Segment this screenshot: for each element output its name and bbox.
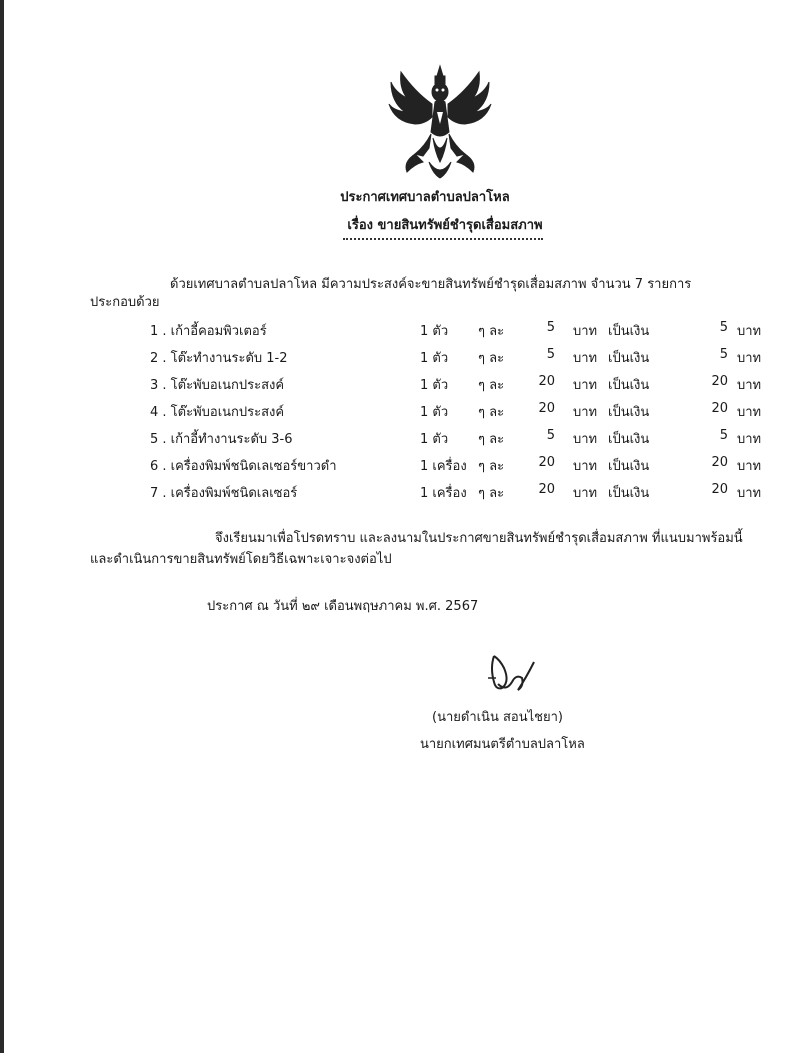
item-currency: บาท (573, 459, 598, 474)
item-each-label: ๆ ละ (478, 324, 505, 339)
item-total-currency: บาท (737, 324, 762, 339)
handwritten-signature (482, 648, 537, 696)
item-total: 20 (711, 482, 728, 497)
item-name: 4 . โต๊ะพับอเนกประสงค์ (150, 405, 285, 420)
item-total-label: เป็นเงิน (608, 378, 650, 393)
item-each-label: ๆ ละ (478, 459, 505, 474)
item-quantity: 1 ตัว (420, 378, 449, 393)
document-subject: เรื่อง ขายสินทรัพย์ชำรุดเสื่อมสภาพ (347, 218, 543, 233)
item-each-label: ๆ ละ (478, 432, 505, 447)
item-unit-price: 20 (538, 401, 555, 416)
closing-line-1: จึงเรียนมาเพื่อโปรดทราบ และลงนามในประกาศขายสินทรัพย์ชำรุดเสื่อมสภาพ ที่แนบมาพร้อมนี้ (215, 531, 743, 546)
item-name: 5 . เก้าอี้ทำงานระดับ 3-6 (150, 432, 293, 447)
item-total-label: เป็นเงิน (608, 405, 650, 420)
intro-line-2: ประกอบด้วย (90, 295, 160, 310)
item-total-label: เป็นเงิน (608, 459, 650, 474)
garuda-emblem-icon (385, 62, 495, 180)
item-total-label: เป็นเงิน (608, 324, 650, 339)
item-currency: บาท (573, 351, 598, 366)
item-total-label: เป็นเงิน (608, 486, 650, 501)
document-title: ประกาศเทศบาลตำบลปลาโหล (340, 190, 510, 205)
item-each-label: ๆ ละ (478, 405, 505, 420)
item-each-label: ๆ ละ (478, 351, 505, 366)
dotted-divider (343, 238, 543, 240)
item-unit-price: 5 (546, 320, 555, 335)
item-total-currency: บาท (737, 351, 762, 366)
item-unit-price: 20 (538, 374, 555, 389)
item-total-currency: บาท (737, 405, 762, 420)
item-quantity: 1 ตัว (420, 351, 449, 366)
item-quantity: 1 ตัว (420, 324, 449, 339)
item-currency: บาท (573, 432, 598, 447)
item-total: 20 (711, 455, 728, 470)
item-total: 20 (711, 401, 728, 416)
item-total: 5 (719, 428, 728, 443)
item-total-currency: บาท (737, 378, 762, 393)
list-item (0, 455, 800, 475)
item-name: 2 . โต๊ะทำงานระดับ 1-2 (150, 351, 288, 366)
item-unit-price: 5 (546, 347, 555, 362)
list-item (0, 374, 800, 394)
item-each-label: ๆ ละ (478, 486, 505, 501)
intro-line-1: ด้วยเทศบาลตำบลปลาโหล มีความประสงค์จะขายสินทรัพย์ชำรุดเสื่อมสภาพ จำนวน 7 รายการ (170, 277, 692, 292)
item-total-currency: บาท (737, 432, 762, 447)
item-total-label: เป็นเงิน (608, 351, 650, 366)
item-name: 3 . โต๊ะพับอเนกประสงค์ (150, 378, 285, 393)
item-total: 5 (719, 347, 728, 362)
item-unit-price: 20 (538, 482, 555, 497)
item-unit-price: 20 (538, 455, 555, 470)
item-currency: บาท (573, 405, 598, 420)
item-total-currency: บาท (737, 486, 762, 501)
item-each-label: ๆ ละ (478, 378, 505, 393)
item-currency: บาท (573, 486, 598, 501)
list-item (0, 482, 800, 502)
item-quantity: 1 เครื่อง (420, 486, 467, 501)
item-currency: บาท (573, 324, 598, 339)
scan-edge (0, 0, 4, 1053)
list-item (0, 428, 800, 448)
item-total: 20 (711, 374, 728, 389)
item-quantity: 1 เครื่อง (420, 459, 467, 474)
item-name: 7 . เครื่องพิมพ์ชนิดเลเซอร์ (150, 486, 298, 501)
item-unit-price: 5 (546, 428, 555, 443)
list-item (0, 401, 800, 421)
signatory-name: (นายดำเนิน สอนไชยา) (432, 710, 563, 725)
item-name: 6 . เครื่องพิมพ์ชนิดเลเซอร์ขาวดำ (150, 459, 337, 474)
item-name: 1 . เก้าอี้คอมพิวเตอร์ (150, 324, 267, 339)
list-item (0, 347, 800, 367)
item-total-label: เป็นเงิน (608, 432, 650, 447)
announce-date: ประกาศ ณ วันที่ ๒๙ เดือนพฤษภาคม พ.ศ. 2567 (207, 599, 479, 614)
list-item (0, 320, 800, 340)
item-quantity: 1 ตัว (420, 432, 449, 447)
item-total: 5 (719, 320, 728, 335)
item-quantity: 1 ตัว (420, 405, 449, 420)
item-total-currency: บาท (737, 459, 762, 474)
signatory-position: นายกเทศมนตรีตำบลปลาโหล (420, 737, 585, 752)
item-currency: บาท (573, 378, 598, 393)
closing-line-2: และดำเนินการขายสินทรัพย์โดยวิธีเฉพาะเจาะจงต่อไป (90, 552, 392, 567)
